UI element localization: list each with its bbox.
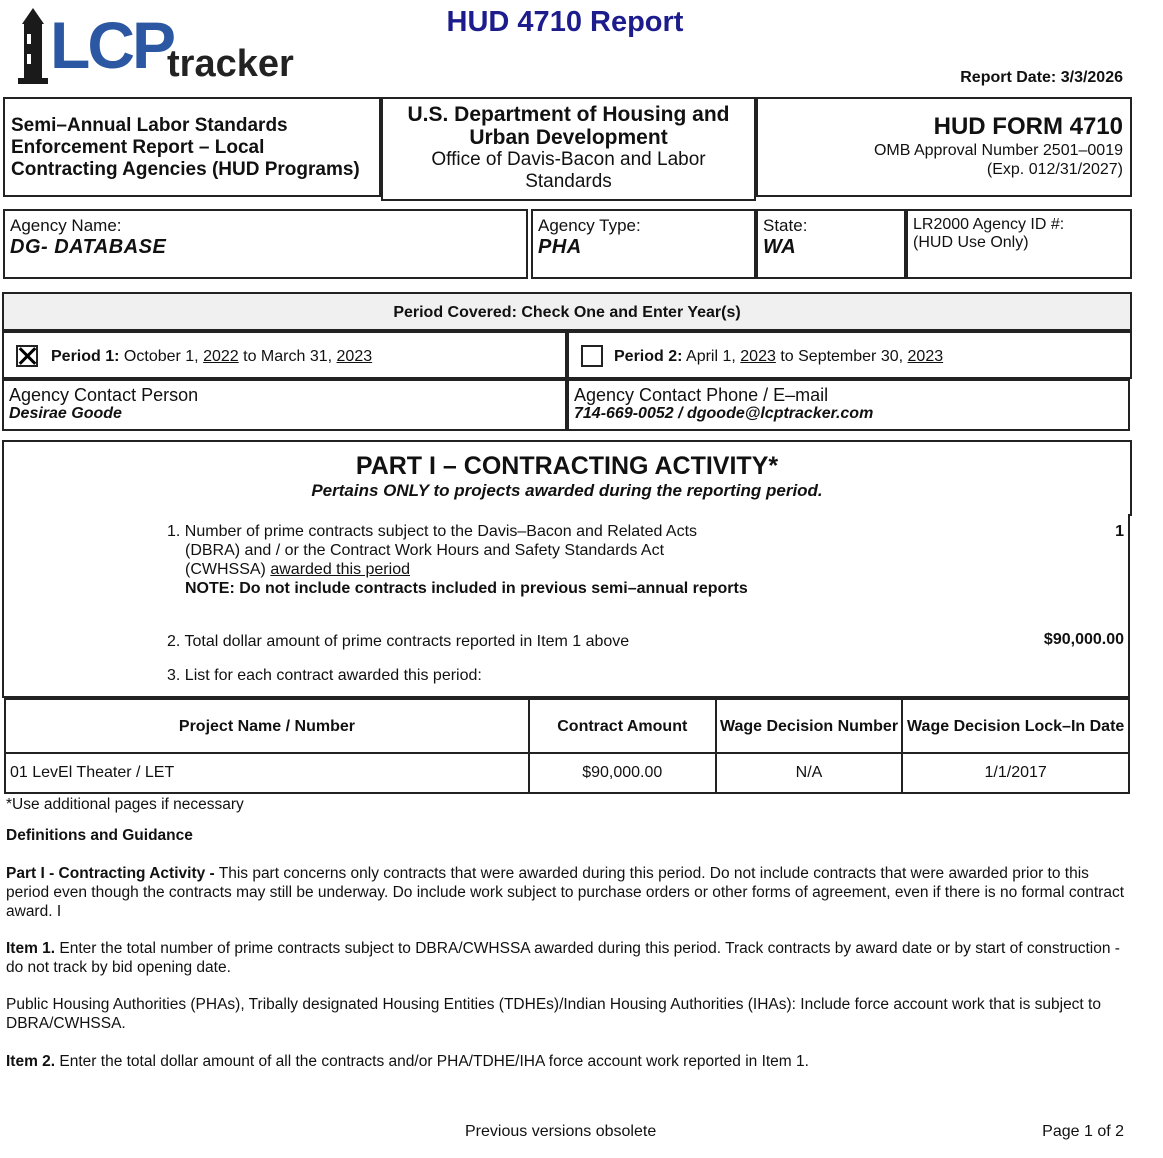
agency-name-cell: Agency Name: DG- DATABASE xyxy=(3,209,528,279)
logo-text-lcp: LCP xyxy=(50,8,173,82)
report-title: HUD 4710 Report xyxy=(446,6,684,38)
header-department: U.S. Department of Housing and Urban Development Office of Davis-Bacon and Labor Standards xyxy=(381,97,756,201)
col-wage-number: Wage Decision Number xyxy=(716,699,903,753)
report-date: Report Date: 3/3/2026 xyxy=(960,69,1123,86)
cell-lockin-date: 1/1/2017 xyxy=(902,753,1129,793)
definitions-heading: Definitions and Guidance xyxy=(6,827,193,844)
cell-wage-number: N/A xyxy=(716,753,903,793)
agency-type-value: PHA xyxy=(538,236,582,258)
additional-pages-note: *Use additional pages if necessary xyxy=(6,796,244,813)
page-number: Page 1 of 2 xyxy=(1042,1123,1124,1140)
contracts-table xyxy=(4,698,1130,794)
agency-type-cell: Agency Type: PHA xyxy=(531,209,756,279)
part1-subheading: Pertains ONLY to projects awarded during the reporting period. xyxy=(311,481,823,500)
cell-amount: $90,000.00 xyxy=(529,753,716,793)
definition-part1: Part I - Contracting Activity - This part concerns only contracts that were awarded during this period. Do not include contracts that were awarded prior to this period even though the contracts may still be underway. Do include work subject to purchase orders or other forms of agreement, even if there is no formal contract award. I xyxy=(6,865,1124,920)
contact-person-value: Desirae Goode xyxy=(9,405,122,422)
definition-pha: Public Housing Authorities (PHAs), Tribally designated Housing Entities (TDHEs)/Indian Housing Authorities (IHAs): Include force account work that is subject to DBRA/CWHSSA. xyxy=(6,996,1101,1032)
item-2: 2. Total dollar amount of prime contracts reported in Item 1 above xyxy=(167,633,630,650)
item-1-value: 1 xyxy=(1115,523,1124,540)
expiration: (Exp. 012/31/2027) xyxy=(986,161,1123,178)
agency-name-value: DG- DATABASE xyxy=(10,236,167,258)
omb-number: OMB Approval Number 2501–0019 xyxy=(873,142,1123,159)
state-value: WA xyxy=(763,236,797,258)
item-3: 3. List for each contract awarded this period: xyxy=(167,667,482,684)
logo-text-tracker: tracker xyxy=(167,43,294,85)
contact-phone-cell: Agency Contact Phone / E–mail 714-669-0052 / dgoode@lcptracker.com xyxy=(567,379,1130,431)
cell-project: 01 LevEl Theater / LET xyxy=(5,753,529,793)
header-form-info xyxy=(756,97,1132,197)
col-lockin-date: Wage Decision Lock–In Date xyxy=(902,699,1129,753)
part1-heading: PART I – CONTRACTING ACTIVITY* xyxy=(355,452,779,480)
part1-items xyxy=(2,514,1130,698)
lr2000-cell: LR2000 Agency ID #: (HUD Use Only) xyxy=(906,209,1132,279)
item-1: 1. Number of prime contracts subject to the Davis–Bacon and Related Acts (DBRA) and / or the Contract Work Hours and Safety Standards Act (CWHSSA) awarded this period NOTE: Do not include contracts included in previous semi–annual reports xyxy=(167,523,748,597)
period-1-cell: Period 1: October 1, 2022 to March 31, 2023 xyxy=(2,331,567,379)
definition-item1: Item 1. Enter the total number of prime contracts subject to DBRA/CWHSSA awarded during this period. Track contracts by award date or by start of construction - do not track by bid opening date. xyxy=(6,940,1120,976)
form-name: HUD FORM 4710 xyxy=(933,113,1123,140)
contact-phone-value: 714-669-0052 / dgoode@lcptracker.com xyxy=(574,405,874,422)
item-2-value: $90,000.00 xyxy=(1043,631,1124,648)
state-cell: State: WA xyxy=(756,209,906,279)
period-1-checkbox[interactable] xyxy=(16,345,38,367)
footer-obsolete: Previous versions obsolete xyxy=(465,1123,657,1140)
period-2-checkbox[interactable] xyxy=(581,345,603,367)
table-row xyxy=(5,753,1129,793)
col-project: Project Name / Number xyxy=(5,699,529,753)
part1-heading-box xyxy=(2,440,1132,516)
header-report-name: Semi–Annual Labor Standards Enforcement Report – Local Contracting Agencies (HUD Programs) xyxy=(3,97,381,197)
period-2-cell: Period 2: April 1, 2023 to September 30, 2023 xyxy=(567,331,1132,379)
table-header-row xyxy=(5,699,1129,753)
lcptracker-logo xyxy=(14,4,314,88)
contact-person-cell: Agency Contact Person Desirae Goode xyxy=(2,379,567,431)
period-heading: Period Covered: Check One and Enter Year(s) xyxy=(2,292,1132,331)
definition-item2: Item 2. Enter the total dollar amount of all the contracts and/or PHA/TDHE/IHA force account work reported in Item 1. xyxy=(6,1053,809,1070)
col-amount: Contract Amount xyxy=(529,699,716,753)
